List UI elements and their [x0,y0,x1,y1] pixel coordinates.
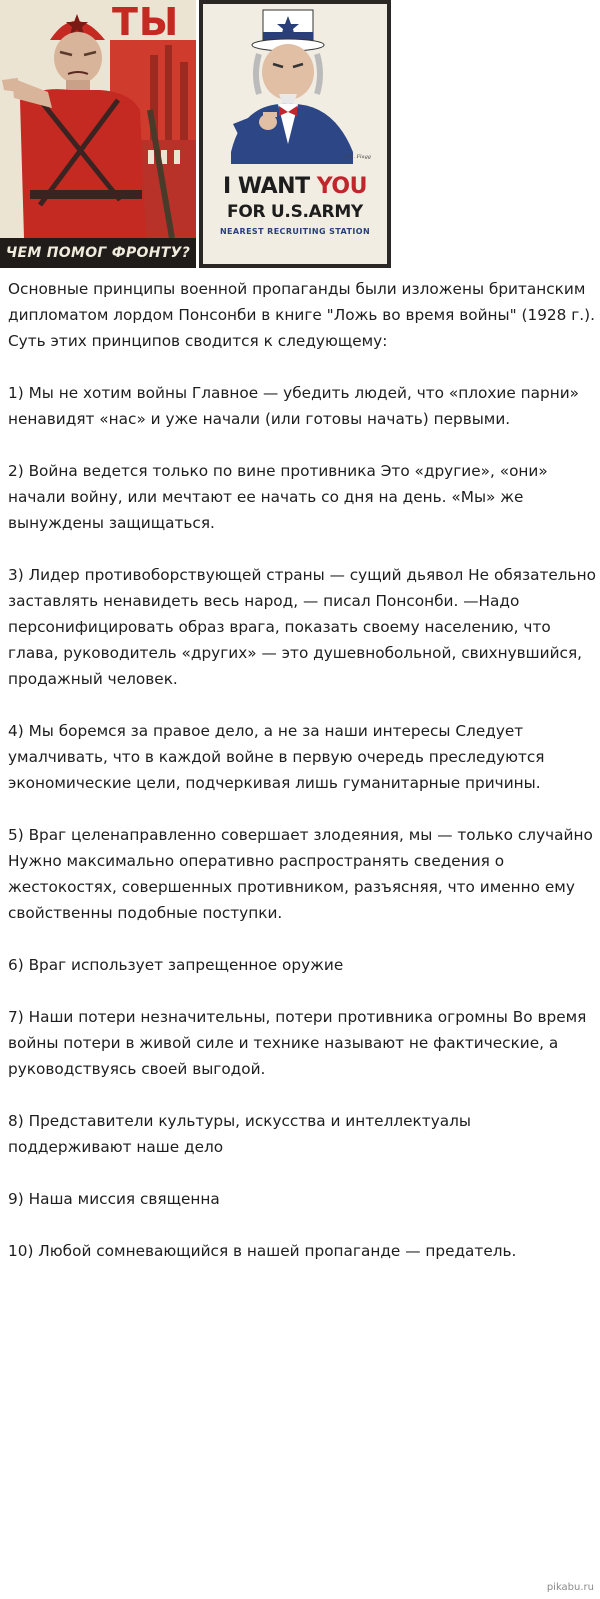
principle-item: 1) Мы не хотим войны Главное — убедить людей, что «плохие парни» ненавидят «нас» и уже начали (или готовы начать) первыми. [8,384,580,428]
principle-item: 9) Наша миссия священна [8,1190,220,1208]
us-poster-headline [203,174,387,199]
principle-item: 10) Любой сомневающийся в нашей пропаганде — предатель. [8,1242,517,1260]
site-watermark: pikabu.ru [546,1582,594,1593]
poster-banner [0,0,600,268]
us-poster-headline-you: YOU [316,174,367,199]
principle-item: 2) Война ведется только по вине противника Это «другие», «они» начали войну, или мечтают ее начать со дня на день. «Мы» же вынуждены защищаться. [8,462,548,532]
article-intro: Основные принципы военной пропаганды были изложены британским дипломатом лордом Понсонби в книге "Ложь во время войны" (1928 г.). Суть этих принципов сводится к следующему: [8,280,595,350]
us-poster-headline-i-want: I WANT [223,174,317,199]
soviet-poster [0,0,196,268]
principle-item: 4) Мы боремся за правое дело, а не за наши интересы Следует умалчивать, что в каждой войне в первую очередь преследуются экономические цели, подчеркивая лишь гуманитарные причины. [8,722,545,792]
us-army-poster [199,0,391,268]
soviet-poster-caption: ЧЕМ ПОМОГ ФРОНТУ? [0,238,196,268]
uncle-sam-illustration [203,4,387,264]
principle-item: 7) Наши потери незначительны, потери противника огромны Во время войны потери в живой силе и технике называют не фактические, а руководствуясь своей выгодой. [8,1008,587,1078]
poster-artist-signature: J.M. Flagg [345,154,371,160]
principle-item: 8) Представители культуры, искусства и интеллектуалы поддерживают наше дело [8,1112,471,1156]
us-poster-subheadline: FOR U.S.ARMY [227,202,363,222]
us-poster-footer: NEAREST RECRUITING STATION [219,227,371,236]
principle-item: 3) Лидер противоборствующей страны — сущий дьявол Не обязательно заставлять ненавидеть весь народ, — писал Понсонби. —Надо персонифицировать образ врага, показать своему населению, что глава, руководитель «других» — это душевнобольной, свихнувшийся, продажный человек. [8,566,596,688]
article-body [8,276,596,1290]
principle-item: 5) Враг целенаправленно совершает злодеяния, мы — только случайно Нужно максимально оперативно распространять сведения о жестокостях, совершенных противником, разъясняя, что именно ему свойственны подобные поступки. [8,826,593,922]
soviet-poster-headline: ТЫ [112,0,180,44]
us-army-poster-paper [203,4,387,264]
principle-item: 6) Враг использует запрещенное оружие [8,956,344,974]
